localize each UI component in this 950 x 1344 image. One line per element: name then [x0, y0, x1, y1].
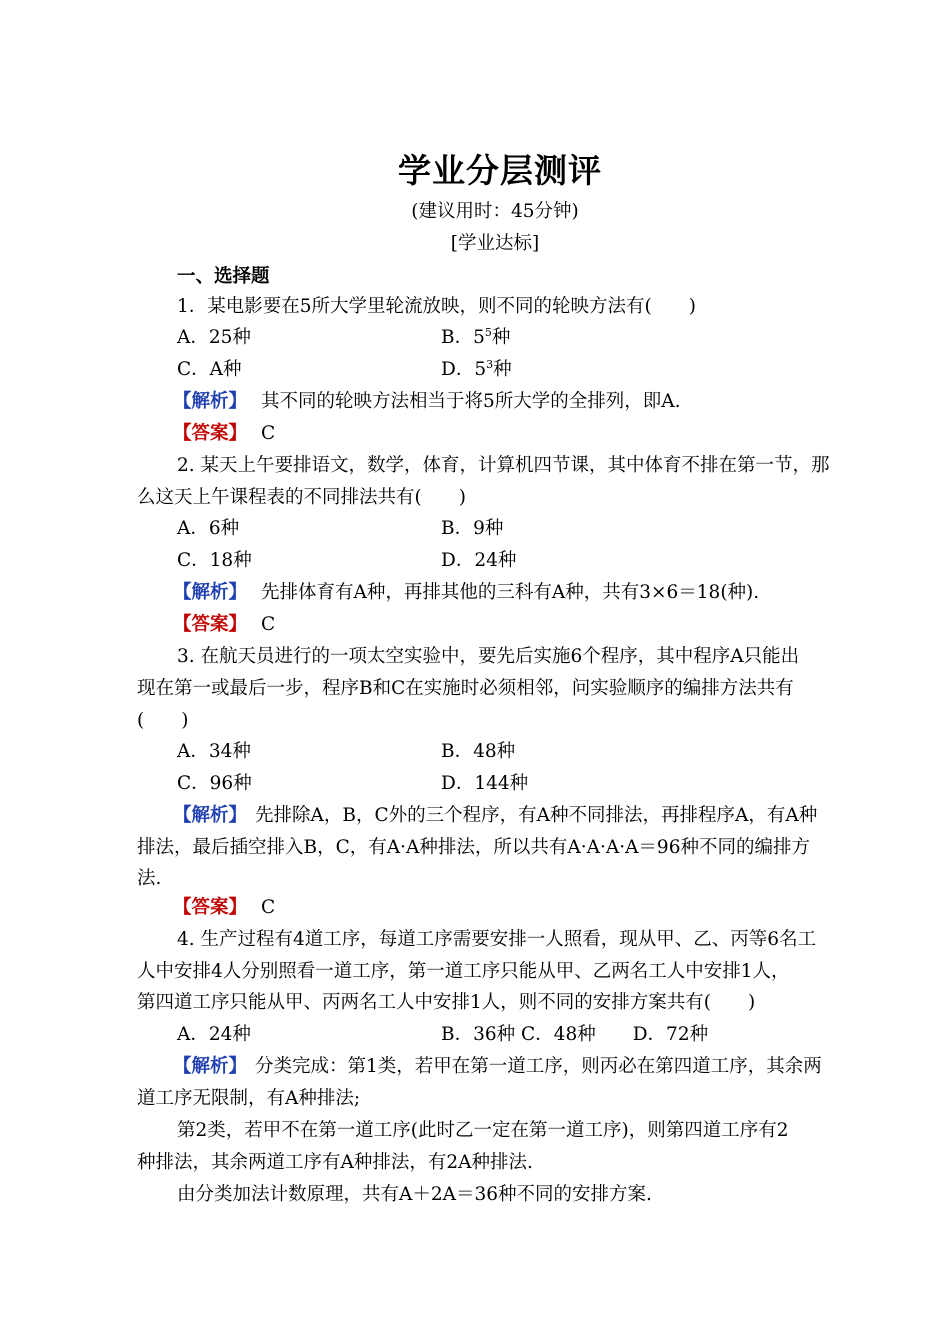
q4-analysis-line5: 由分类加法计数原理，共有A＋2A＝36种不同的安排方案.: [177, 1184, 652, 1205]
answer-label: 【答案】: [173, 614, 248, 635]
analysis-label: 【解析】: [173, 391, 248, 412]
q3-option-a: A．34种: [177, 741, 251, 762]
q4-stem-line1: 4. 生产过程有4道工序，每道工序需要安排一人照看，现从甲、乙、丙等6名工: [177, 929, 817, 950]
page-title: 学业分层测评: [398, 151, 602, 190]
q4-option-a: A．24种: [177, 1024, 251, 1045]
section-heading: 一、选择题: [177, 266, 270, 287]
q2-option-d: D．24种: [441, 550, 517, 571]
time-note: (建议用时：45分钟): [411, 201, 579, 222]
q1-stem: 1．某电影要在5所大学里轮流放映，则不同的轮映方法有( ): [177, 296, 696, 317]
q1-option-c: C．A种: [177, 359, 242, 380]
analysis-label: 【解析】: [173, 805, 248, 826]
q3-option-d: D．144种: [441, 773, 529, 794]
answer-label: 【答案】: [173, 897, 248, 918]
analysis-label: 【解析】: [173, 582, 248, 603]
q3-analysis-line2: 排法，最后插空排入B，C，有A·A种排法，所以共有A·A·A·A＝96种不同的编排方: [137, 837, 810, 858]
q3-option-b: B．48种: [441, 741, 516, 762]
q2-option-c: C．18种: [177, 550, 252, 571]
answer-label: 【答案】: [173, 423, 248, 444]
q1-option-d: D．$5^3$种: [441, 357, 512, 380]
q3-stem-line3: ( ): [137, 710, 189, 731]
section-tag: [学业达标]: [450, 233, 540, 254]
q4-stem-line2: 人中安排4人分别照看一道工序，第一道工序只能从甲、乙两名工人中安排1人，: [137, 961, 790, 982]
q4-analysis-line1: 【解析】 分类完成：第1类，若甲在第一道工序，则丙必在第四道工序，其余两: [173, 1056, 822, 1077]
q2-stem-line1: 2. 某天上午要排语文，数学，体育，计算机四节课，其中体育不排在第一节，那: [177, 455, 830, 476]
q3-answer: 【答案】 C: [173, 897, 276, 918]
q2-analysis: 【解析】 先排体育有A种，再排其他的三科有A种，共有3×6＝18(种).: [173, 582, 760, 603]
q1-option-a: A．25种: [177, 327, 251, 348]
q3-stem-line1: 3. 在航天员进行的一项太空实验中，要先后实施6个程序，其中程序A只能出: [177, 646, 800, 667]
q3-analysis-line1: 【解析】 先排除A，B，C外的三个程序，有A种不同排法，再排程序A，有A种: [173, 805, 818, 826]
q1-answer: 【答案】 C: [173, 423, 276, 444]
q4-options-bcd: B．36种 C．48种 D．72种: [441, 1024, 709, 1045]
q3-analysis-line3: 法.: [137, 868, 162, 889]
q4-analysis-line3: 第2类，若甲不在第一道工序(此时乙一定在第一道工序)，则第四道工序有2: [177, 1120, 789, 1141]
q3-option-c: C．96种: [177, 773, 252, 794]
analysis-label: 【解析】: [173, 1056, 248, 1077]
q4-analysis-line4: 种排法，其余两道工序有A种排法，有2A种排法.: [137, 1152, 533, 1173]
q3-stem-line2: 现在第一或最后一步，程序B和C在实施时必须相邻，问实验顺序的编排方法共有: [137, 678, 794, 699]
q1-option-b: B．$5^5$种: [441, 325, 511, 348]
q2-stem-line2: 么这天上午课程表的不同排法共有( ): [137, 487, 466, 508]
q2-option-a: A．6种: [177, 518, 240, 539]
q1-analysis: 【解析】 其不同的轮映方法相当于将5所大学的全排列，即A.: [173, 391, 681, 412]
q2-option-b: B．9种: [441, 518, 504, 539]
q4-analysis-line2: 道工序无限制，有A种排法;: [137, 1088, 361, 1109]
q4-stem-line3: 第四道工序只能从甲、丙两名工人中安排1人，则不同的安排方案共有( ): [137, 992, 756, 1013]
q2-answer: 【答案】 C: [173, 614, 276, 635]
